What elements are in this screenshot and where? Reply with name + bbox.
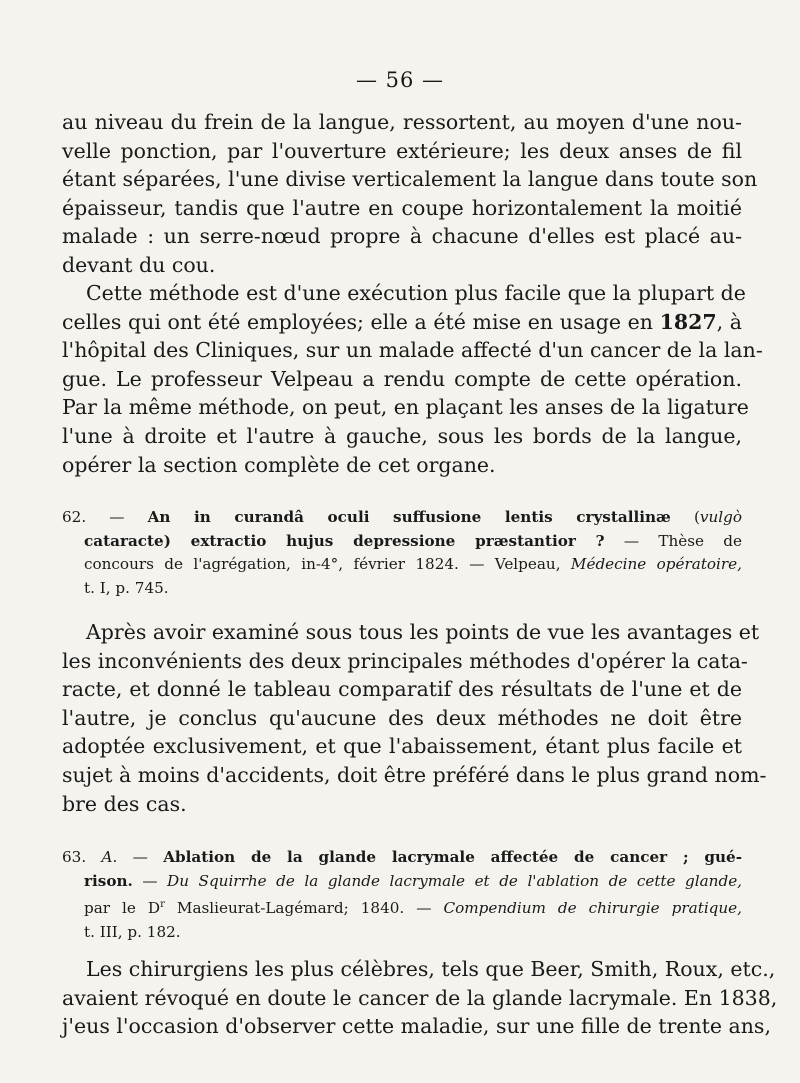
text-line: velle ponction, par l'ouverture extérieure; les deux anses de fil <box>62 138 742 163</box>
page-number: — 56 — <box>355 68 445 92</box>
reference-title: Ablation de la glande lacrymale affectée de cancer ; gué- <box>163 848 742 866</box>
text-segment: Médecine opératoire, <box>570 555 742 573</box>
text-line: opérer la section complète de cet organe. <box>62 452 496 477</box>
reference-line <box>62 846 742 870</box>
text-line: avaient révoqué en doute le cancer de la glande lacrymale. En 1838, <box>62 985 778 1010</box>
reference-line <box>62 506 742 530</box>
text-line: au niveau du frein de la langue, ressortent, au moyen d'une nou- <box>62 110 742 134</box>
text-segment: par le D <box>84 899 161 918</box>
text-line <box>62 308 742 337</box>
text-line: racte, et donné le tableau comparatif des résultats de l'une et de <box>62 677 742 702</box>
text-line: devant du cou. <box>62 252 216 277</box>
paragraph-2 <box>62 279 763 479</box>
paragraph-4 <box>62 955 778 1041</box>
text-line: les inconvénients des deux principales méthodes d'opérer la cata- <box>62 648 748 673</box>
text-segment: Compendium de chirurgie pratique, <box>443 899 742 918</box>
text-segment: celles qui ont été employées; elle a été mise en usage en <box>62 309 660 334</box>
reference-line <box>62 530 742 554</box>
year-1827: 1827 <box>659 309 717 334</box>
reference-line <box>62 893 742 921</box>
text-segment: — Thèse de <box>604 531 743 550</box>
text-line: épaisseur, tandis que l'autre en coupe horizontalement la moitié <box>62 195 742 220</box>
text-line: l'hôpital des Cliniques, sur un malade affecté d'un cancer de la lan- <box>62 338 763 363</box>
reference-title: An in curandâ oculi suffusione lentis crystallinæ <box>147 508 671 526</box>
text-line: Les chirurgiens les plus célèbres, tels que Beer, Smith, Roux, etc., <box>86 957 776 981</box>
text-line: l'une à droite et l'autre à gauche, sous les bords de la langue, <box>62 423 742 448</box>
text-line: bre des cas. <box>62 791 187 816</box>
text-segment: ( <box>670 508 700 526</box>
text-segment: concours de l'agrégation, in-4°, février 1824. — Velpeau, <box>84 555 571 573</box>
paragraph-1 <box>62 108 758 280</box>
reference-62 <box>62 506 742 600</box>
reference-line: t. I, p. 745. <box>84 578 169 597</box>
text-line: adoptée exclusivement, et que l'abaissement, étant plus facile et <box>62 734 742 759</box>
superscript: r <box>160 899 165 910</box>
text-segment: — <box>132 871 168 890</box>
text-line: Par la même méthode, on peut, en plaçant les anses de la ligature <box>62 395 749 420</box>
text-line: malade : un serre-nœud propre à chacune d'elles est placé au- <box>62 224 742 249</box>
reference-63 <box>62 846 742 944</box>
reference-number: 63. <box>62 848 102 866</box>
reference-line <box>62 870 742 894</box>
text-line: gue. Le professeur Velpeau a rendu compte de cette opération. <box>62 366 742 391</box>
text-line: sujet à moins d'accidents, doit être préféré dans le plus grand nom- <box>62 762 767 787</box>
text-line: Cette méthode est d'une exécution plus facile que la plupart de <box>86 281 746 305</box>
reference-line <box>62 553 742 577</box>
text-line: Après avoir examiné sous tous les points de vue les avantages et <box>86 620 760 644</box>
text-segment: Maslieurat-Lagémard; 1840. — <box>164 899 444 918</box>
text-segment: , à <box>716 309 742 334</box>
text-segment: vulgò <box>699 508 742 526</box>
reference-number: 62. — <box>62 508 125 526</box>
paragraph-3 <box>62 618 767 818</box>
text-segment: — <box>117 848 164 866</box>
reference-line: t. III, p. 182. <box>84 922 181 941</box>
reference-title: rison. <box>84 871 133 890</box>
text-line: étant séparées, l'une divise verticalement la langue dans toute son <box>62 167 758 192</box>
text-line: l'autre, je conclus qu'aucune des deux méthodes ne doit être <box>62 705 742 730</box>
text-segment: Du Squirrhe de la glande lacrymale et de l'ablation de cette glande, <box>167 871 743 890</box>
text-line: j'eus l'occasion d'observer cette maladie, sur une fille de trente ans, <box>62 1014 771 1039</box>
text-segment: A. <box>101 848 118 866</box>
reference-title: cataracte) extractio hujus depressione præstantior ? <box>84 531 605 550</box>
